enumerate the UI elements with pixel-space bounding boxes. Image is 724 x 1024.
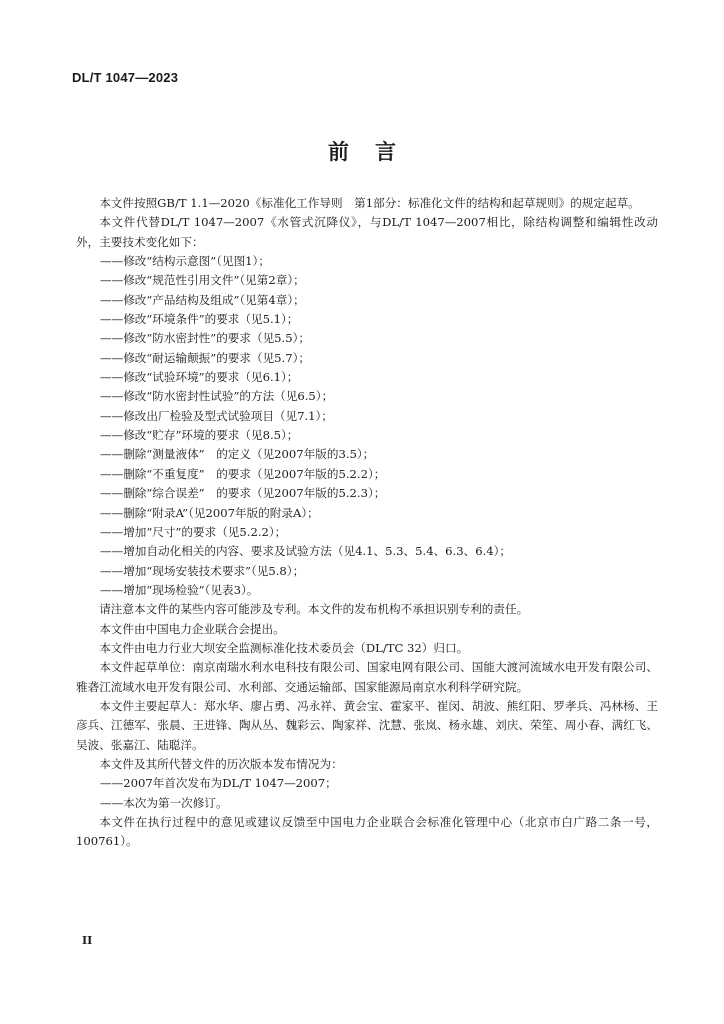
paragraph-replacement: 本文件代替DL/T 1047—2007《水管式沉降仪》，与DL/T 1047—2007相比，除结构调整和编辑性改动外，主要技术变化如下： (76, 215, 658, 249)
change-item: ——增加“现场安装技术要求”（见5.8）； (100, 563, 305, 578)
page-number: II (82, 934, 93, 947)
change-item: ——修改“防水密封性”的要求（见5.5）； (100, 331, 310, 346)
change-item: ——修改“试验环境”的要求（见6.1）； (100, 370, 299, 385)
change-item: ——修改“规范性引用文件”（见第2章）； (100, 273, 305, 288)
change-item: ——删除“附录A”（见2007年版的附录A）； (100, 505, 319, 520)
change-item: ——修改“防水密封性试验”的方法（见6.5）； (100, 389, 334, 404)
paragraph-drafting-units: 本文件起草单位：南京南瑞水利水电科技有限公司、国家电网有限公司、国能大渡河流域水电开发有限公司、雅砻江流域水电开发有限公司、水利部、交通运输部、国家能源局南京水利科学研究院。 (76, 660, 658, 694)
history-item: ——本次为第一次修订。 (100, 795, 228, 810)
paragraph-history-intro: 本文件及其所代替文件的历次版本发布情况为： (99, 756, 343, 771)
section-title: 前言 (328, 140, 422, 164)
foreword-body (76, 194, 658, 852)
change-item: ——修改“贮存”环境的要求（见8.5）； (100, 428, 299, 443)
change-list (76, 252, 658, 600)
change-item: ——增加“现场检验”（见表3）。 (100, 582, 259, 597)
paragraph-committee: 本文件由电力行业大坝安全监测标准化技术委员会（DL/TC 32）归口。 (99, 640, 469, 655)
paragraph-drafting-rules: 本文件按照GB/T 1.1—2020《标准化工作导则 第1部分：标准化文件的结构和起草规则》的规定起草。 (99, 196, 640, 210)
change-item: ——删除“测量液体” 的定义（见2007年版的3.5）； (100, 447, 375, 462)
change-item: ——修改出厂检验及型式试验项目（见7.1）； (100, 408, 333, 423)
change-item: ——修改“结构示意图”（见图1）； (100, 254, 270, 269)
document-number: DL/T 1047—2023 (72, 70, 179, 85)
change-item: ——删除“不重复度” 的要求（见2007年版的5.2.2）； (100, 466, 386, 481)
change-item: ——修改“环境条件”的要求（见5.1）； (100, 312, 299, 327)
change-item: ——删除“综合误差” 的要求（见2007年版的5.2.3）； (100, 486, 386, 501)
paragraph-proposer: 本文件由中国电力企业联合会提出。 (99, 621, 285, 636)
change-item: ——修改“产品结构及组成”（见第4章）； (100, 292, 305, 307)
change-item: ——增加“尺寸”的要求（见5.2.2）； (100, 524, 287, 539)
change-item: ——修改“耐运输颠振”的要求（见5.7）； (100, 350, 310, 365)
paragraph-patent-notice: 请注意本文件的某些内容可能涉及专利。本文件的发布机构不承担识别专利的责任。 (99, 602, 529, 617)
change-item: ——增加自动化相关的内容、要求及试验方法（见4.1、5.3、5.4、6.3、6.4）； (100, 544, 512, 559)
history-item: ——2007年首次发布为DL/T 1047—2007； (100, 776, 337, 791)
paragraph-feedback: 本文件在执行过程中的意见或建议反馈至中国电力企业联合会标准化管理中心（北京市白广路二条一号，100761）。 (76, 815, 658, 849)
paragraph-drafters: 本文件主要起草人：郑水华、廖占勇、冯永祥、黄会宝、霍家平、崔闵、胡波、熊红阳、罗孝兵、冯林杨、王彦兵、江德军、张晨、王进锋、陶从丛、魏彩云、陶家祥、沈慧、张岚、杨永雄、刘庆、荣笙、周小春、满红飞、吴波、张嘉江、陆聪洋。 (76, 698, 658, 752)
